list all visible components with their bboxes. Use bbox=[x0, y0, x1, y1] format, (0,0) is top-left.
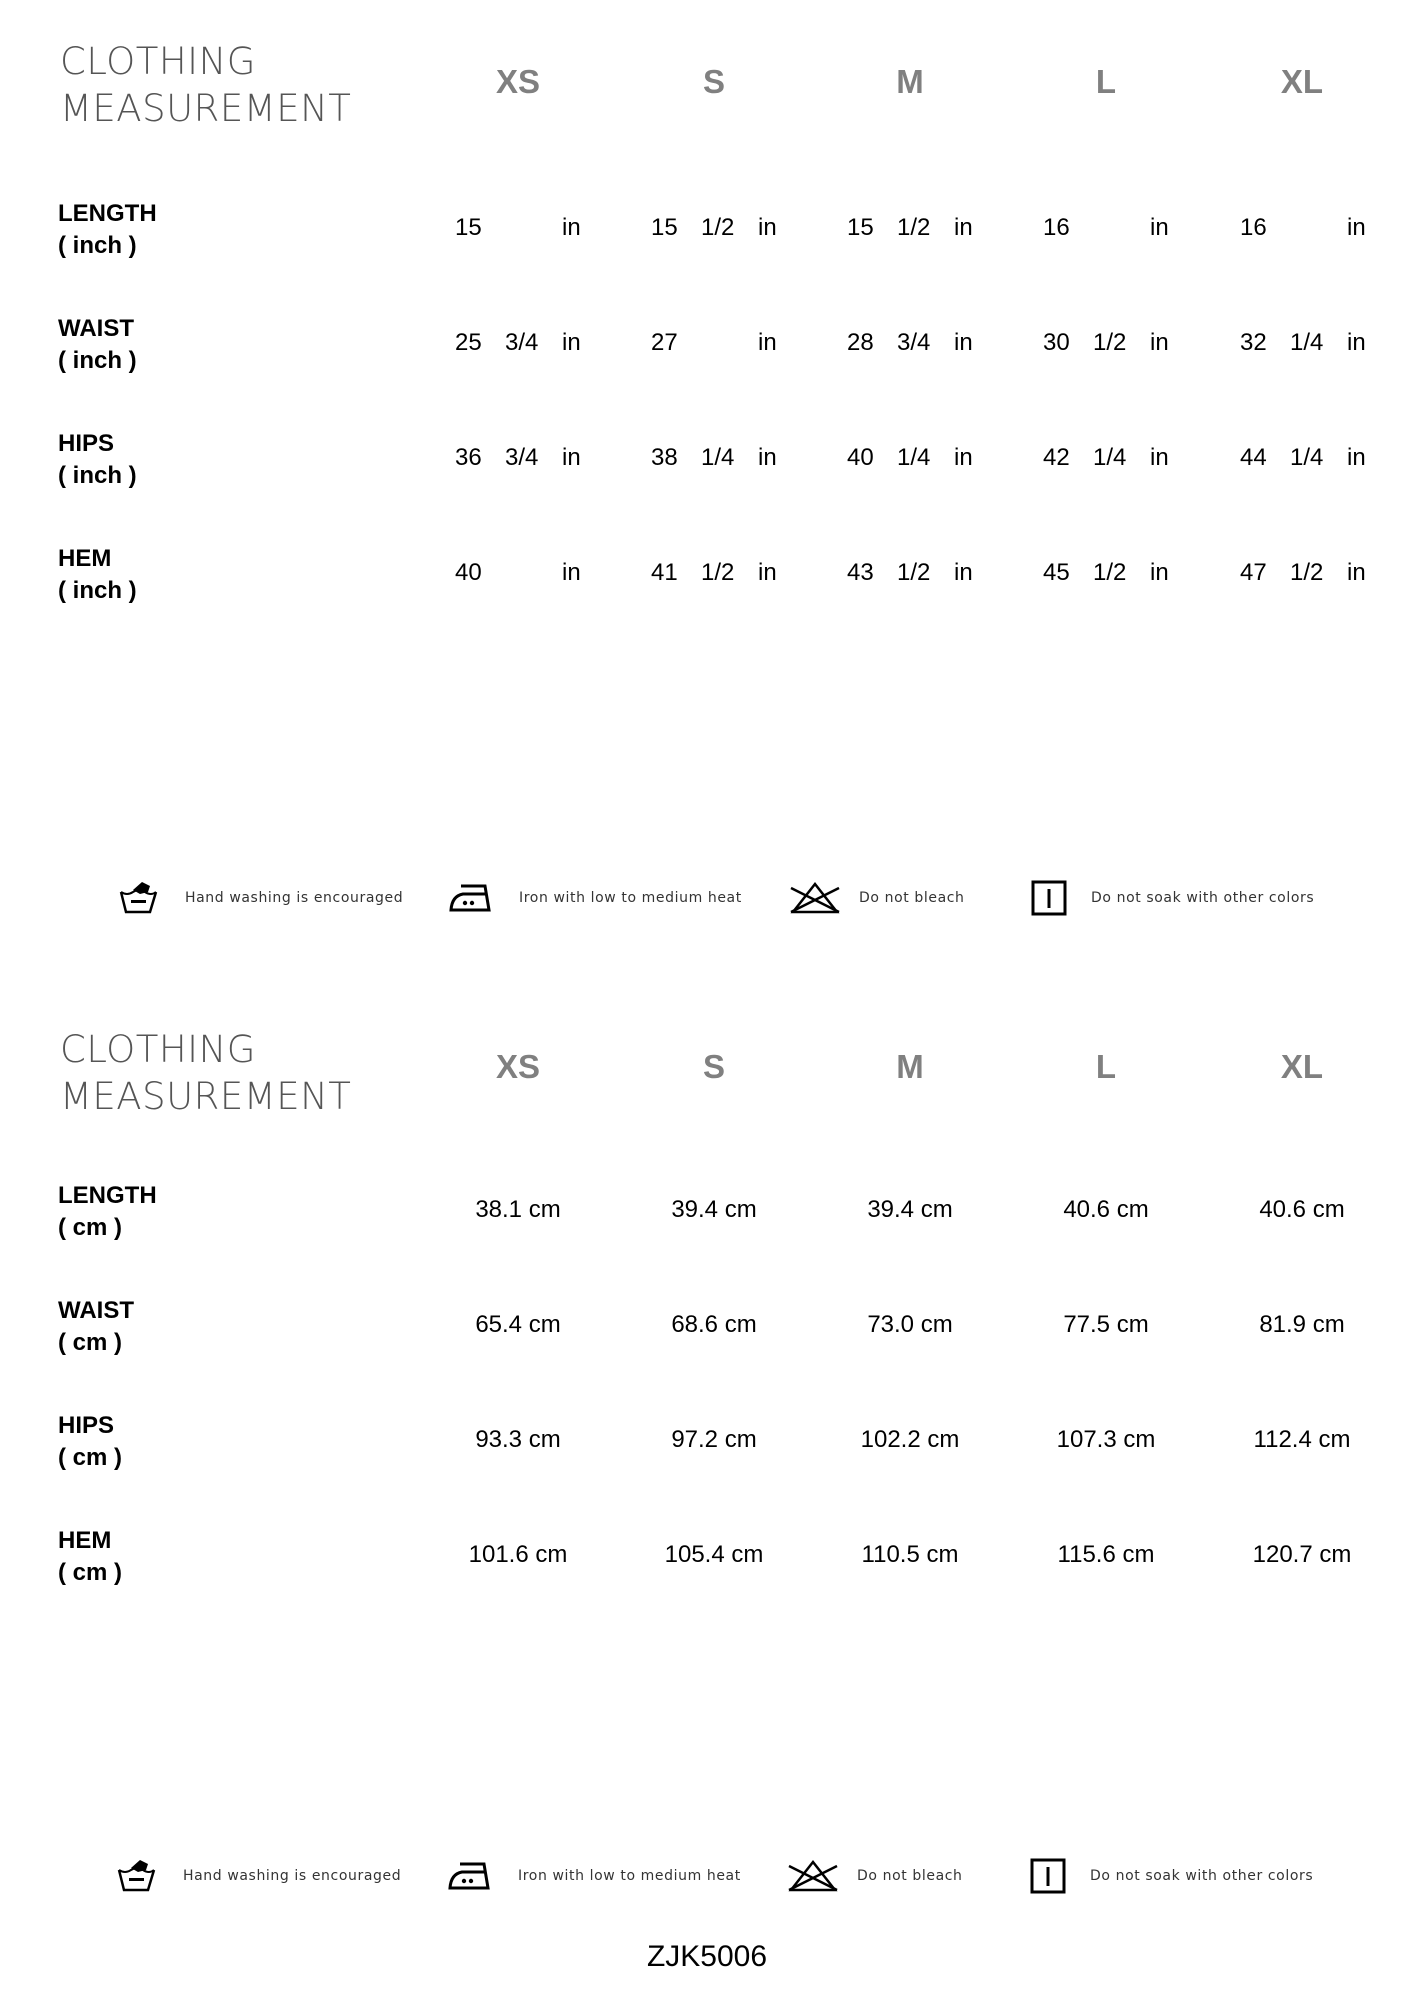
row-label-waist bbox=[58, 313, 137, 377]
cell-unit: in bbox=[758, 559, 777, 586]
iron-icon bbox=[449, 880, 497, 916]
size-header-m: M bbox=[896, 1048, 924, 1085]
row-label-name: WAIST bbox=[58, 1297, 134, 1324]
row-label-waist bbox=[58, 1295, 134, 1359]
care-text: Do not soak with other colors bbox=[1091, 890, 1315, 906]
table-cell: 105.4 cm bbox=[664, 1541, 764, 1568]
cell-unit: in bbox=[954, 329, 973, 356]
cell-whole: 15 bbox=[455, 214, 482, 241]
care-text: Do not bleach bbox=[859, 890, 965, 906]
table-cell: 112.4 cm bbox=[1253, 1426, 1351, 1453]
cell-unit: in bbox=[1150, 214, 1169, 241]
row-label-unit: ( cm ) bbox=[58, 1329, 123, 1356]
cell-whole: 27 bbox=[651, 329, 678, 356]
iron-icon bbox=[448, 1858, 496, 1894]
row-label-name: HIPS bbox=[58, 430, 115, 457]
no-bleach-icon bbox=[787, 1858, 839, 1894]
cell-unit: in bbox=[954, 444, 973, 471]
table-cell: 115.6 cm bbox=[1057, 1541, 1155, 1568]
page-title-cm bbox=[60, 1026, 351, 1120]
table-cell: 120.7 cm bbox=[1252, 1541, 1352, 1568]
table-cell: 68.6 cm bbox=[671, 1311, 757, 1338]
table-cell: 77.5 cm bbox=[1063, 1311, 1149, 1338]
cell-fraction: 1/2 bbox=[897, 559, 931, 586]
care-text: Hand washing is encouraged bbox=[183, 1868, 402, 1884]
row-label-unit: ( inch ) bbox=[58, 577, 137, 604]
cell-unit: in bbox=[562, 559, 581, 586]
cell-whole: 16 bbox=[1043, 214, 1070, 241]
cell-whole: 44 bbox=[1240, 444, 1267, 471]
cell-fraction: 3/4 bbox=[505, 444, 539, 471]
cell-fraction: 1/4 bbox=[897, 444, 931, 471]
care-text: Do not bleach bbox=[857, 1868, 963, 1884]
row-label-unit: ( inch ) bbox=[58, 462, 137, 489]
care-instructions-top bbox=[0, 875, 1414, 925]
size-header-xl: XL bbox=[1280, 63, 1324, 100]
cell-unit: in bbox=[1347, 444, 1366, 471]
table-cell: 65.4 cm bbox=[475, 1311, 561, 1338]
cell-fraction: 1/4 bbox=[1290, 329, 1324, 356]
hand-wash-icon bbox=[116, 1858, 158, 1894]
no-soak-icon bbox=[1029, 1858, 1067, 1896]
size-header-l: L bbox=[1095, 1048, 1117, 1085]
row-label-unit: ( cm ) bbox=[58, 1559, 123, 1586]
cell-unit: in bbox=[1150, 329, 1169, 356]
cell-whole: 15 bbox=[847, 214, 874, 241]
table-cell: 97.2 cm bbox=[671, 1426, 757, 1453]
table-cell: 39.4 cm bbox=[867, 1196, 953, 1223]
cell-unit: in bbox=[1347, 559, 1366, 586]
table-cell: 73.0 cm bbox=[867, 1311, 953, 1338]
cell-whole: 32 bbox=[1240, 329, 1267, 356]
cell-unit: in bbox=[1150, 559, 1169, 586]
title-line-1: CLOTHING bbox=[60, 1028, 256, 1071]
care-text: Hand washing is encouraged bbox=[185, 890, 404, 906]
table-cell: 107.3 cm bbox=[1056, 1426, 1156, 1453]
cell-whole: 41 bbox=[651, 559, 678, 586]
row-label-unit: ( cm ) bbox=[58, 1444, 123, 1471]
cell-unit: in bbox=[954, 559, 973, 586]
table-cell: 110.5 cm bbox=[861, 1541, 959, 1568]
row-label-name: LENGTH bbox=[58, 200, 157, 227]
title-line-2: MEASUREMENT bbox=[60, 87, 352, 130]
row-label-length bbox=[58, 198, 157, 262]
cell-unit: in bbox=[954, 214, 973, 241]
care-text: Do not soak with other colors bbox=[1090, 1868, 1314, 1884]
row-label-hips bbox=[58, 1410, 122, 1474]
cell-whole: 38 bbox=[651, 444, 678, 471]
cell-unit: in bbox=[758, 214, 777, 241]
cell-whole: 36 bbox=[455, 444, 482, 471]
cell-whole: 30 bbox=[1043, 329, 1070, 356]
title-line-2: MEASUREMENT bbox=[60, 1075, 352, 1118]
size-header-xs: XS bbox=[495, 1048, 541, 1085]
cell-fraction: 1/2 bbox=[1093, 329, 1127, 356]
cell-fraction: 1/2 bbox=[701, 214, 735, 241]
cell-whole: 43 bbox=[847, 559, 874, 586]
cell-whole: 40 bbox=[455, 559, 482, 586]
cell-fraction: 1/2 bbox=[897, 214, 931, 241]
row-label-name: HEM bbox=[58, 545, 112, 572]
table-cell: 38.1 cm bbox=[475, 1196, 561, 1223]
cell-fraction: 1/2 bbox=[1093, 559, 1127, 586]
row-label-length bbox=[58, 1180, 157, 1244]
row-label-name: WAIST bbox=[58, 315, 134, 342]
cell-fraction: 1/4 bbox=[701, 444, 735, 471]
hand-wash-icon bbox=[118, 880, 160, 916]
cell-whole: 16 bbox=[1240, 214, 1267, 241]
row-label-hem bbox=[58, 543, 137, 607]
table-cell: 102.2 cm bbox=[860, 1426, 960, 1453]
row-label-unit: ( inch ) bbox=[58, 347, 137, 374]
cell-unit: in bbox=[1347, 329, 1366, 356]
table-cell: 101.6 cm bbox=[468, 1541, 568, 1568]
table-cell: 93.3 cm bbox=[475, 1426, 561, 1453]
cell-fraction: 3/4 bbox=[897, 329, 931, 356]
cell-whole: 28 bbox=[847, 329, 874, 356]
table-cell: 40.6 cm bbox=[1063, 1196, 1149, 1223]
size-header-s: S bbox=[702, 1048, 725, 1085]
cell-unit: in bbox=[562, 329, 581, 356]
title-line-1: CLOTHING bbox=[60, 40, 256, 83]
row-label-name: HEM bbox=[58, 1527, 112, 1554]
size-header-s: S bbox=[702, 63, 725, 100]
size-header-m: M bbox=[896, 63, 924, 100]
row-label-hem bbox=[58, 1525, 122, 1589]
size-header-xs: XS bbox=[495, 63, 541, 100]
cell-unit: in bbox=[562, 444, 581, 471]
cell-unit: in bbox=[1150, 444, 1169, 471]
row-label-hips bbox=[58, 428, 137, 492]
page-title bbox=[60, 38, 351, 132]
cell-unit: in bbox=[758, 444, 777, 471]
cell-unit: in bbox=[562, 214, 581, 241]
care-text: Iron with low to medium heat bbox=[519, 890, 742, 906]
table-cell: 39.4 cm bbox=[671, 1196, 757, 1223]
cell-whole: 25 bbox=[455, 329, 482, 356]
care-text: Iron with low to medium heat bbox=[518, 1868, 741, 1884]
no-bleach-icon bbox=[789, 880, 841, 916]
cell-fraction: 1/4 bbox=[1093, 444, 1127, 471]
cell-fraction: 3/4 bbox=[505, 329, 539, 356]
cell-unit: in bbox=[758, 329, 777, 356]
row-label-name: LENGTH bbox=[58, 1182, 157, 1209]
product-code: ZJK5006 bbox=[646, 1940, 768, 1973]
cell-whole: 45 bbox=[1043, 559, 1070, 586]
cell-unit: in bbox=[1347, 214, 1366, 241]
cell-fraction: 1/2 bbox=[701, 559, 735, 586]
cell-whole: 40 bbox=[847, 444, 874, 471]
row-label-unit: ( cm ) bbox=[58, 1214, 123, 1241]
table-cell: 40.6 cm bbox=[1259, 1196, 1345, 1223]
table-cell: 81.9 cm bbox=[1259, 1311, 1345, 1338]
cell-whole: 42 bbox=[1043, 444, 1070, 471]
cell-whole: 47 bbox=[1240, 559, 1267, 586]
cell-fraction: 1/2 bbox=[1290, 559, 1324, 586]
size-header-xl: XL bbox=[1280, 1048, 1324, 1085]
cell-whole: 15 bbox=[651, 214, 678, 241]
size-header-l: L bbox=[1095, 63, 1117, 100]
row-label-unit: ( inch ) bbox=[58, 232, 137, 259]
care-instructions-bottom bbox=[0, 1853, 1414, 1903]
row-label-name: HIPS bbox=[58, 1412, 115, 1439]
cell-fraction: 1/4 bbox=[1290, 444, 1324, 471]
no-soak-icon bbox=[1030, 880, 1068, 918]
